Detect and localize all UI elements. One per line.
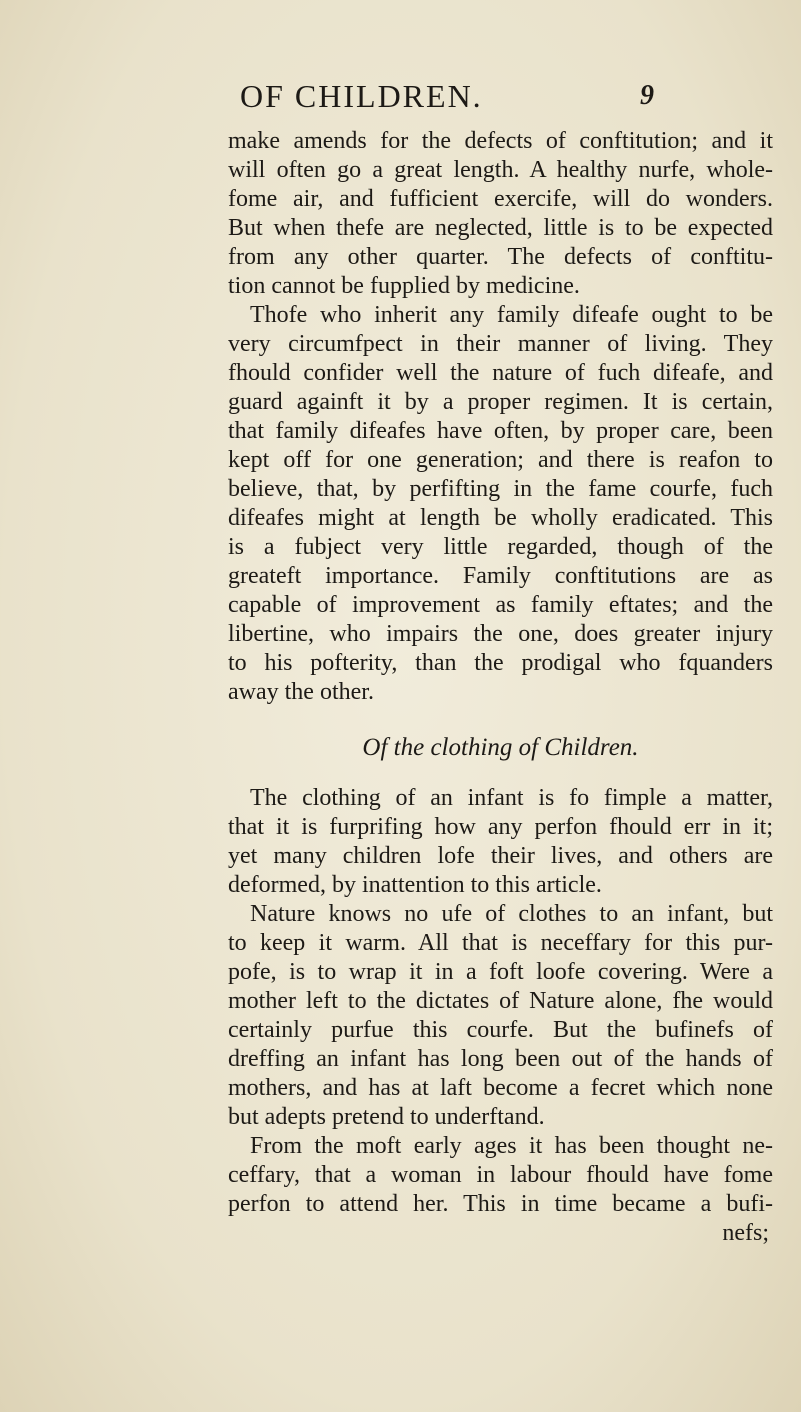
text-line: difeafes might at length be wholly eradicated. This xyxy=(228,505,773,531)
text-line: perfon to attend her. This in time became a bufi- xyxy=(228,1191,773,1217)
paragraph-3 xyxy=(228,784,773,900)
text-line: fome air, and fufficient exercife, will do wonders. xyxy=(228,186,773,212)
text-line: to keep it warm. All that is neceffary for this pur- xyxy=(228,930,773,956)
paragraph-4 xyxy=(228,900,773,1132)
text-line: mother left to the dictates of Nature alone, fhe would xyxy=(228,988,773,1014)
catchword: nefs; xyxy=(722,1220,769,1246)
paragraph-1 xyxy=(228,127,773,301)
text-line: yet many children lofe their lives, and others are xyxy=(228,843,773,869)
running-title: OF CHILDREN. xyxy=(240,78,483,114)
text-line: away the other. xyxy=(228,679,374,705)
text-line: deformed, by inattention to this article. xyxy=(228,872,602,898)
body-text xyxy=(228,127,773,1248)
text-line: certainly purfue this courfe. But the bufinefs of xyxy=(228,1017,773,1043)
text-line: Nature knows no ufe of clothes to an infant, but xyxy=(250,901,773,927)
text-line: that it is furprifing how any perfon fhould err in it; xyxy=(228,814,773,840)
text-line: very circumfpect in their manner of living. They xyxy=(228,331,773,357)
text-line: dreffing an infant has long been out of the hands of xyxy=(228,1046,773,1072)
text-line: greateft importance. Family conftitutions are as xyxy=(228,563,773,589)
text-line: guard againft it by a proper regimen. It is certain, xyxy=(228,389,773,415)
text-line: make amends for the defects of conftitution; and it xyxy=(228,128,773,154)
paragraph-5 xyxy=(228,1132,773,1219)
text-line: from any other quarter. The defects of conftitu- xyxy=(228,244,773,270)
text-line: fhould confider well the nature of fuch difeafe, and xyxy=(228,360,773,386)
text-line: From the moft early ages it has been thought ne- xyxy=(250,1133,773,1159)
running-head xyxy=(0,78,801,118)
text-line: believe, that, by perfifting in the fame courfe, fuch xyxy=(228,476,773,502)
text-line: kept off for one generation; and there is reafon to xyxy=(228,447,773,473)
text-line: but adepts pretend to underftand. xyxy=(228,1104,545,1130)
section-heading: Of the clothing of Children. xyxy=(362,734,639,761)
text-line: ceffary, that a woman in labour fhould have fome xyxy=(228,1162,773,1188)
text-line: capable of improvement as family eftates; and the xyxy=(228,592,773,618)
text-line: libertine, who impairs the one, does greater injury xyxy=(228,621,773,647)
page-number: 9 xyxy=(640,80,654,111)
text-line: is a fubject very little regarded, though of the xyxy=(228,534,773,560)
text-line: to his pofterity, than the prodigal who fquanders xyxy=(228,650,773,676)
text-line: Thofe who inherit any family difeafe ought to be xyxy=(250,302,773,328)
paragraph-2 xyxy=(228,301,773,707)
text-line: pofe, is to wrap it in a foft loofe covering. Were a xyxy=(228,959,773,985)
text-line: The clothing of an infant is fo fimple a matter, xyxy=(250,785,773,811)
text-line: that family difeafes have often, by proper care, been xyxy=(228,418,773,444)
text-line: will often go a great length. A healthy nurfe, whole- xyxy=(228,157,773,183)
text-line: mothers, and has at laft become a fecret which none xyxy=(228,1075,773,1101)
text-line: tion cannot be fupplied by medicine. xyxy=(228,273,580,299)
text-line: But when thefe are neglected, little is to be expected xyxy=(228,215,773,241)
